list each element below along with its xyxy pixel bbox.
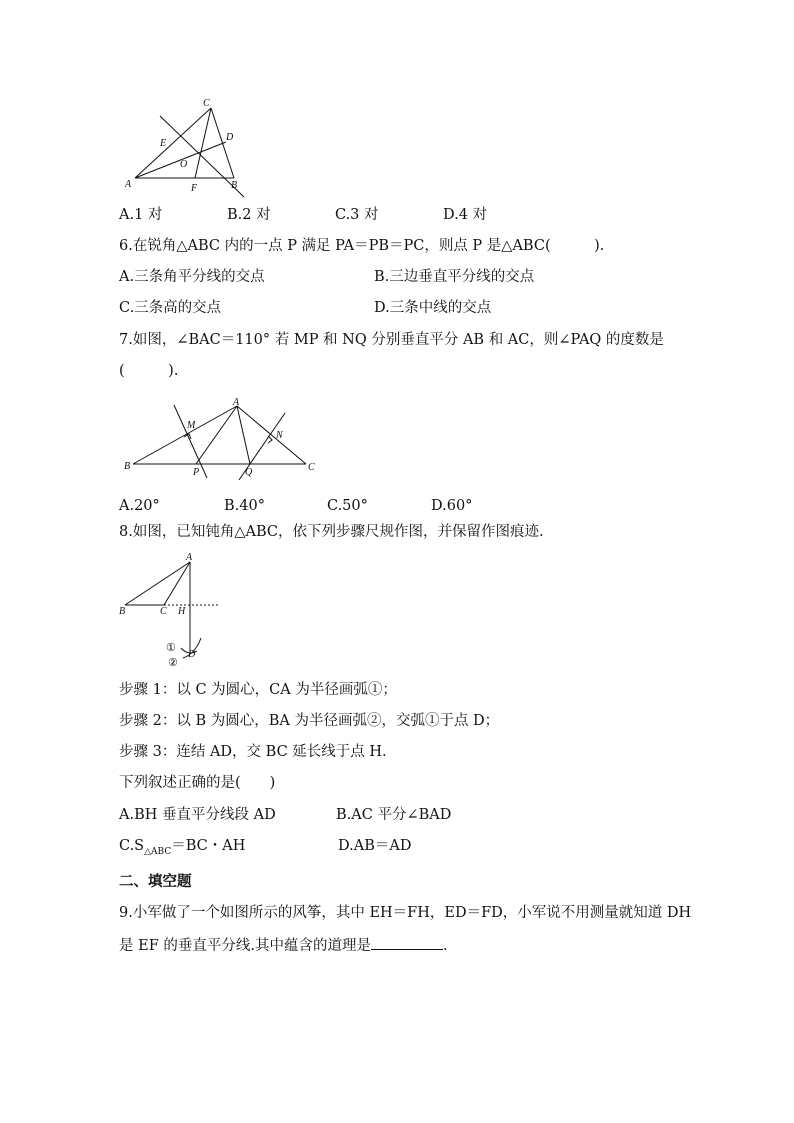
label-d: D <box>226 132 234 143</box>
label-m: M <box>187 420 196 431</box>
q6-stem: 6.在锐角△ABC 内的一点 P 满足 PA＝PB＝PC，则点 P 是△ABC( ). <box>119 238 605 254</box>
q7-option-c: C.50° <box>327 498 368 514</box>
label-arc-2: ② <box>168 657 178 669</box>
q6-option-d: D.三条中线的交点 <box>374 300 492 316</box>
label-n: N <box>276 430 283 441</box>
label-b: B <box>124 461 131 472</box>
q5-option-d: D.4 对 <box>443 207 488 223</box>
label-b: B <box>119 606 126 617</box>
q8-option-a: A.BH 垂直平分线段 AD <box>119 807 276 823</box>
q6-option-c: C.三条高的交点 <box>119 300 222 316</box>
label-o: O <box>180 159 188 170</box>
q6-option-a: A.三条角平分线的交点 <box>119 269 265 285</box>
segment-ca <box>164 562 190 605</box>
label-q: Q <box>245 467 253 478</box>
label-c: C <box>203 98 210 109</box>
q8-step-1: 步骤 1：以 C 为圆心，CA 为半径画弧①； <box>119 682 397 698</box>
segment-ba <box>125 562 190 605</box>
figure-triangle-abc-cevians <box>118 92 258 202</box>
segment-ap <box>196 406 237 464</box>
segment-cf <box>195 108 211 178</box>
q5-option-b: B.2 对 <box>227 207 271 223</box>
q5-option-c: C.3 对 <box>335 207 379 223</box>
q8-option-b: B.AC 平分∠BAD <box>336 807 452 823</box>
q7-option-a: A.20° <box>119 498 160 514</box>
q8-stem: 8.如图，已知钝角△ABC，依下列步骤尺规作图，并保留作图痕迹. <box>119 524 544 540</box>
label-f: F <box>191 183 198 194</box>
q7-option-d: D.60° <box>431 498 473 514</box>
label-a: A <box>186 552 193 563</box>
answer-blank[interactable] <box>371 935 443 950</box>
q9-line2: 是 EF 的垂直平分线.其中蕴含的道理是 . <box>119 935 448 956</box>
section-title-fill-in-blank: 二、填空题 <box>119 873 192 890</box>
label-c: C <box>308 462 315 473</box>
q7-stem-line2: ( ). <box>119 363 179 379</box>
segment-ac <box>237 406 306 464</box>
q9-line1: 9.小军做了一个如图所示的风筝，其中 EH＝FH，ED＝FD，小军说不用测量就知道 DH <box>119 905 692 921</box>
q8-option-c: $C.S_{\triangle ABC}=BC$・AH <box>119 838 246 857</box>
q8-step-2: 步骤 2：以 B 为圆心，BA 为半径画弧②，交弧①于点 D； <box>119 713 500 729</box>
right-angle-mark-n <box>268 436 272 443</box>
label-h: H <box>178 606 186 617</box>
label-c: C <box>160 606 167 617</box>
segment-ba <box>133 406 237 464</box>
q8-option-d: D.AB＝AD <box>338 838 412 854</box>
label-p: P <box>193 467 200 478</box>
q6-option-b: B.三边垂直平分线的交点 <box>374 269 535 285</box>
label-a: A <box>233 397 240 408</box>
figure-perpendicular-bisectors <box>118 394 328 482</box>
segment-ac <box>135 108 211 178</box>
label-d: D <box>188 649 196 660</box>
label-b: B <box>231 180 238 191</box>
q5-option-a: A.1 对 <box>119 207 163 223</box>
q8-step-3: 步骤 3：连结 AD，交 BC 延长线于点 H. <box>119 744 387 760</box>
q7-option-b: B.40° <box>224 498 265 514</box>
bisector-mp <box>174 405 207 478</box>
figure-compass-construction <box>116 548 226 670</box>
label-a: A <box>125 179 132 190</box>
label-e: E <box>160 138 167 149</box>
q7-stem-line1: 7.如图，∠BAC＝110° 若 MP 和 NQ 分别垂直平分 AB 和 AC，则∠PAQ 的度数是 <box>119 332 664 348</box>
q8-ask: 下列叙述正确的是( ) <box>119 775 276 791</box>
label-arc-1: ① <box>166 642 176 654</box>
